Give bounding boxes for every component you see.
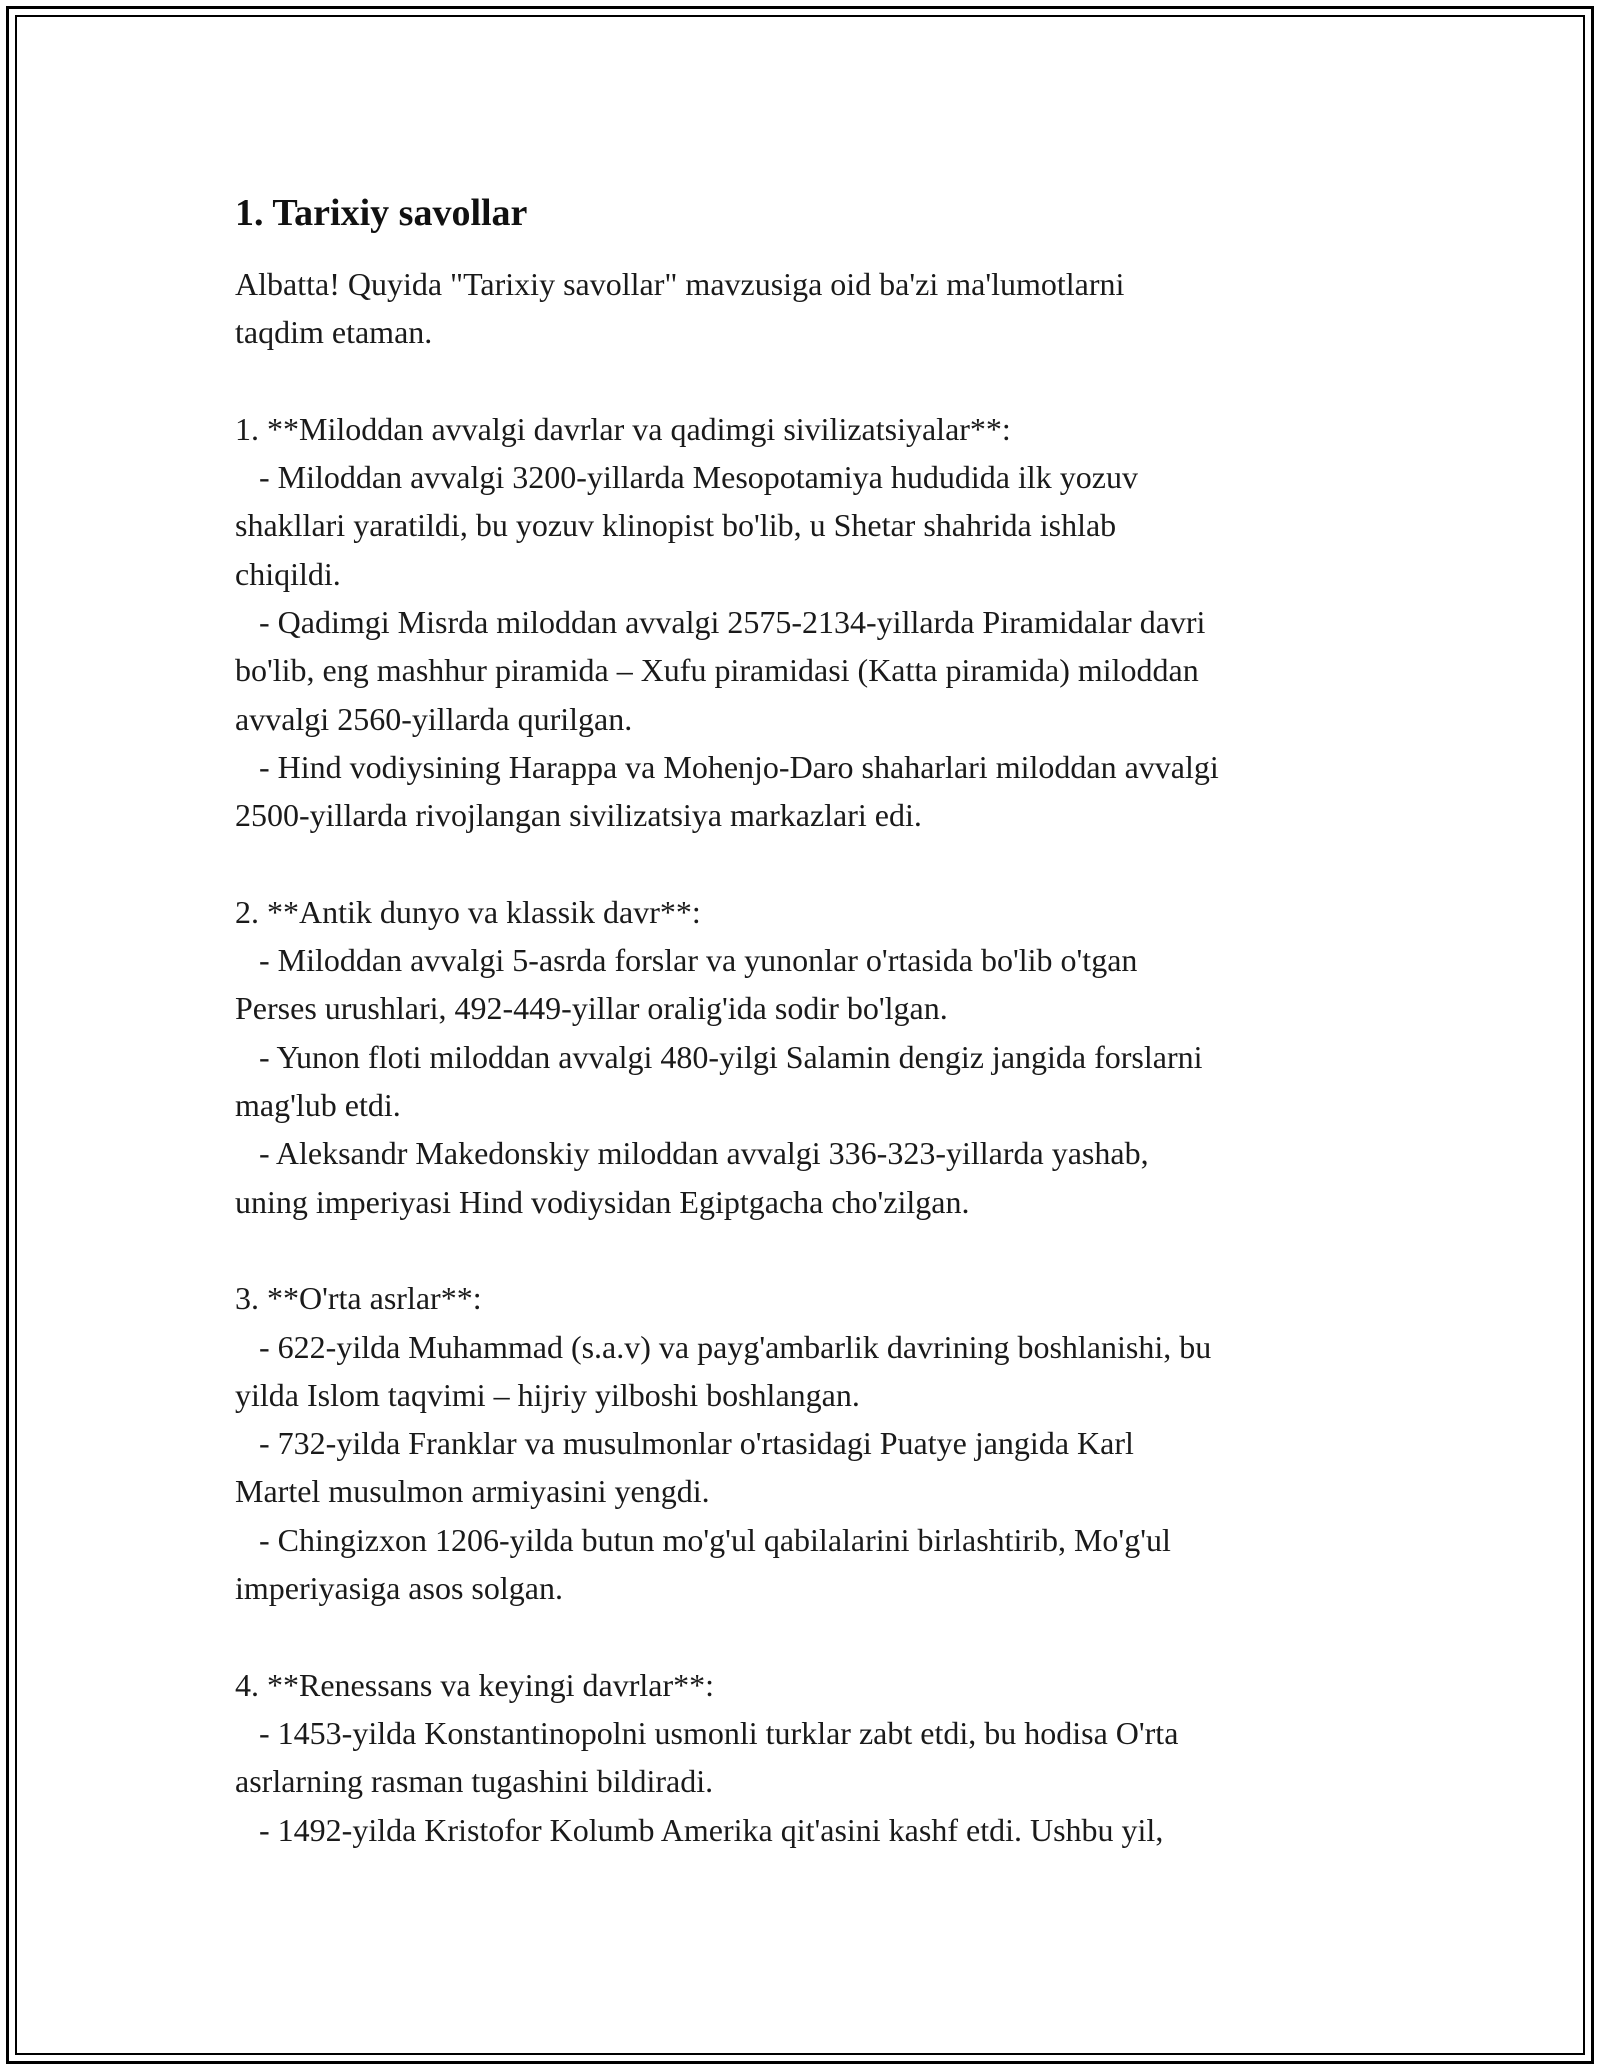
document-heading: 1. Tarixiy savollar [235,192,528,234]
document-content [235,188,1375,1854]
document-body: Albatta! Quyida "Tarixiy savollar" mavzusiga oid ba'zi ma'lumotlarni taqdim etaman. 1. **Miloddan avvalgi davrlar va qadimgi sivilizatsiyalar**: - Miloddan avvalgi 3200-yillarda Mesopotamiya hududida ilk yozuv shakllari yaratildi, bu yozuv klinopist bo'lib, u Shetar shahrida ishlab chiqildi. - Qadimgi Misrda miloddan avvalgi 2575-2134-yillarda Piramidalar davri bo'lib, eng mashhur piramida – Xufu piramidasi (Katta piramida) miloddan avvalgi 2560-yillarda qurilgan. - Hind vodiysining Harappa va Mohenjo-Daro shaharlari miloddan avvalgi 2500-yillarda rivojlangan sivilizatsiya markazlari edi. 2. **Antik dunyo va klassik davr**: - Miloddan avvalgi 5-asrda forslar va yunonlar o'rtasida bo'lib o'tgan Perses urushlari, 492-449-yillar oralig'ida sodir bo'lgan. - Yunon floti miloddan avvalgi 480-yilgi Salamin dengiz jangida forslarni mag'lub etdi. - Aleksandr Makedonskiy miloddan avvalgi 336-323-yillarda yashab, uning imperiyasi Hind vodiysidan Egiptgacha cho'zilgan. 3. **O'rta asrlar**: - 622-yilda Muhammad (s.a.v) va payg'ambarlik davrining boshlanishi, bu yilda Islom taqvimi – hijriy yilboshi boshlangan. - 732-yilda Franklar va musulmonlar o'rtasidagi Puatye jangida Karl Martel musulmon armiyasini yengdi. - Chingizxon 1206-yilda butun mo'g'ul qabilalarini birlashtirib, Mo'g'ul imperiyasiga asos solgan. 4. **Renessans va keyingi davrlar**: - 1453-yilda Konstantinopolni usmonli turklar zabt etdi, bu hodisa O'rta asrlarning rasman tugashini bildiradi. - 1492-yilda Kristofor Kolumb Amerika qit'asini kashf etdi. Ushbu yil, [235,266,1219,1848]
